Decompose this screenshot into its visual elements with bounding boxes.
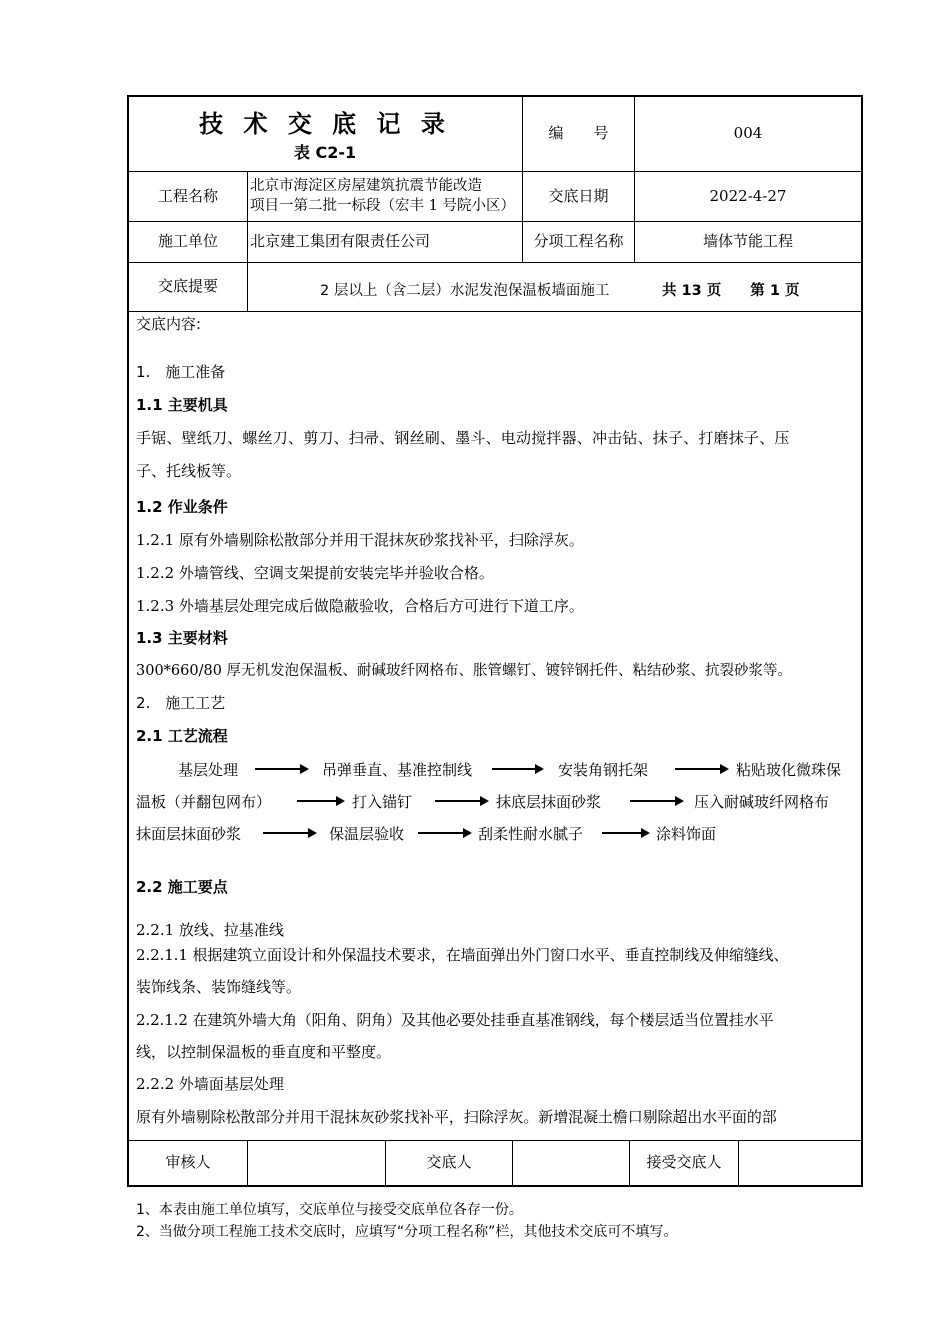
flow-arrow-icon (630, 800, 682, 802)
section-1-3-heading: 1.3 主要材料 (136, 629, 228, 647)
flow-arrow-icon (297, 800, 343, 802)
subproject-label: 分项工程名称 (533, 232, 624, 251)
flow-step: 抹底层抹面砂浆 (496, 793, 602, 811)
flow-arrow-icon (263, 832, 315, 834)
tools-text-line2: 子、托线板等。 (136, 462, 242, 480)
point-2-2-2-text: 原有外墙剔除松散部分并用干混抹灰砂浆找补平，扫除浮灰。新增混凝土檐口剔除超出水平面的部 (136, 1108, 777, 1126)
flow-arrow-icon (255, 768, 307, 770)
reviewer-label: 审核人 (165, 1153, 211, 1172)
tools-text-line1: 手锯、壁纸刀、螺丝刀、剪刀、扫帚、钢丝刷、墨斗、电动搅拌器、冲击钻、抹子、打磨抹子、压 (136, 429, 790, 447)
point-2-2-1-2-line2: 线，以控制保温板的垂直度和平整度。 (136, 1043, 392, 1061)
flow-step: 吊弹垂直、基准控制线 (322, 761, 473, 779)
flow-step: 抹面层抹面砂浆 (136, 825, 242, 843)
col-divider (247, 171, 248, 311)
receiver-signature-field[interactable] (739, 1141, 861, 1185)
border-bottom (127, 1185, 863, 1187)
condition-1: 1.2.1 原有外墙剔除松散部分并用干混抹灰砂浆找补平，扫除浮灰。 (136, 531, 584, 549)
date-value: 2022-4-27 (709, 186, 787, 205)
condition-3: 1.2.3 外墙基层处理完成后做隐蔽验收，合格后方可进行下道工序。 (136, 597, 584, 615)
flow-arrow-icon (602, 832, 648, 834)
project-name-label: 工程名称 (157, 186, 218, 205)
point-2-2-1-1-line2: 装饰线条、装饰缝线等。 (136, 978, 302, 996)
subproject-value: 墙体节能工程 (702, 232, 793, 251)
project-name-line1: 北京市海淀区房屋建筑抗震节能改造 (250, 178, 482, 194)
flow-step: 基层处理 (178, 761, 239, 779)
flow-arrow-icon (435, 800, 487, 802)
contractor-value: 北京建工集团有限责任公司 (250, 232, 431, 251)
content-heading: 交底内容: (136, 315, 202, 333)
section-1-heading: 1. 施工准备 (136, 363, 226, 381)
reviewer-signature-field[interactable] (248, 1141, 385, 1185)
condition-2: 1.2.2 外墙管线、空调支架提前安装完毕并验收合格。 (136, 564, 494, 582)
page-count: 共 13 页 第 1 页 (662, 283, 800, 299)
section-2-heading: 2. 施工工艺 (136, 694, 226, 712)
section-2-2-heading: 2.2 施工要点 (136, 878, 228, 896)
flow-arrow-icon (675, 768, 727, 770)
footnote-1: 1、本表由施工单位填写，交底单位与接受交底单位各存一份。 (136, 1202, 523, 1218)
date-label: 交底日期 (548, 186, 609, 205)
presenter-signature-field[interactable] (513, 1141, 629, 1185)
receiver-label: 接受交底人 (646, 1153, 722, 1172)
summary-value: 2 层以上（含二层）水泥发泡保温板墙面施工 (320, 283, 610, 299)
presenter-label: 交底人 (426, 1153, 472, 1172)
point-2-2-2: 2.2.2 外墙面基层处理 (136, 1075, 284, 1093)
flow-step: 保温层验收 (329, 825, 405, 843)
flow-step: 涂料饰面 (656, 825, 717, 843)
flow-arrow-icon (418, 832, 470, 834)
section-1-2-heading: 1.2 作业条件 (136, 498, 228, 516)
project-name-line2: 项目一第二批一标段（宏丰 1 号院小区） (250, 198, 515, 214)
number-label: 编 号 (548, 124, 609, 143)
flow-step: 温板（并翻包网布） (136, 793, 272, 811)
flow-step: 压入耐碱玻纤网格布 (694, 793, 830, 811)
flow-step: 粘贴玻化微珠保 (736, 761, 842, 779)
form-code: 表 C2-1 (293, 143, 357, 162)
footnote-2: 2、当做分项工程施工技术交底时，应填写“分项工程名称”栏，其他技术交底可不填写。 (136, 1224, 678, 1240)
contractor-label: 施工单位 (157, 232, 218, 251)
flow-step: 安装角钢托架 (558, 761, 649, 779)
materials-text: 300*660/80 厚无机发泡保温板、耐碱玻纤网格布、胀管螺钉、镀锌钢托件、粘结砂浆、抗裂砂浆等。 (136, 663, 793, 679)
point-2-2-1-1-line1: 2.2.1.1 根据建筑立面设计和外保温技术要求，在墙面弹出外门窗口水平、垂直控制线及伸缩缝线、 (136, 946, 789, 964)
number-value: 004 (733, 124, 763, 143)
section-1-1-heading: 1.1 主要机具 (136, 396, 228, 414)
border-right (861, 95, 863, 1187)
point-2-2-1-2-line1: 2.2.1.2 在建筑外墙大角（阳角、阴角）及其他必要处挂垂直基准钢线，每个楼层适当位置挂水平 (136, 1011, 774, 1029)
summary-label: 交底提要 (157, 277, 218, 296)
point-2-2-1: 2.2.1 放线、拉基准线 (136, 921, 284, 939)
flow-arrow-icon (492, 768, 542, 770)
flow-step: 打入锚钉 (352, 793, 413, 811)
section-2-1-heading: 2.1 工艺流程 (136, 727, 228, 745)
document-title: 技 术 交 底 记 录 (199, 110, 451, 138)
row-divider (127, 311, 863, 312)
flow-step: 刮柔性耐水腻子 (478, 825, 584, 843)
project-name-value (250, 176, 515, 216)
